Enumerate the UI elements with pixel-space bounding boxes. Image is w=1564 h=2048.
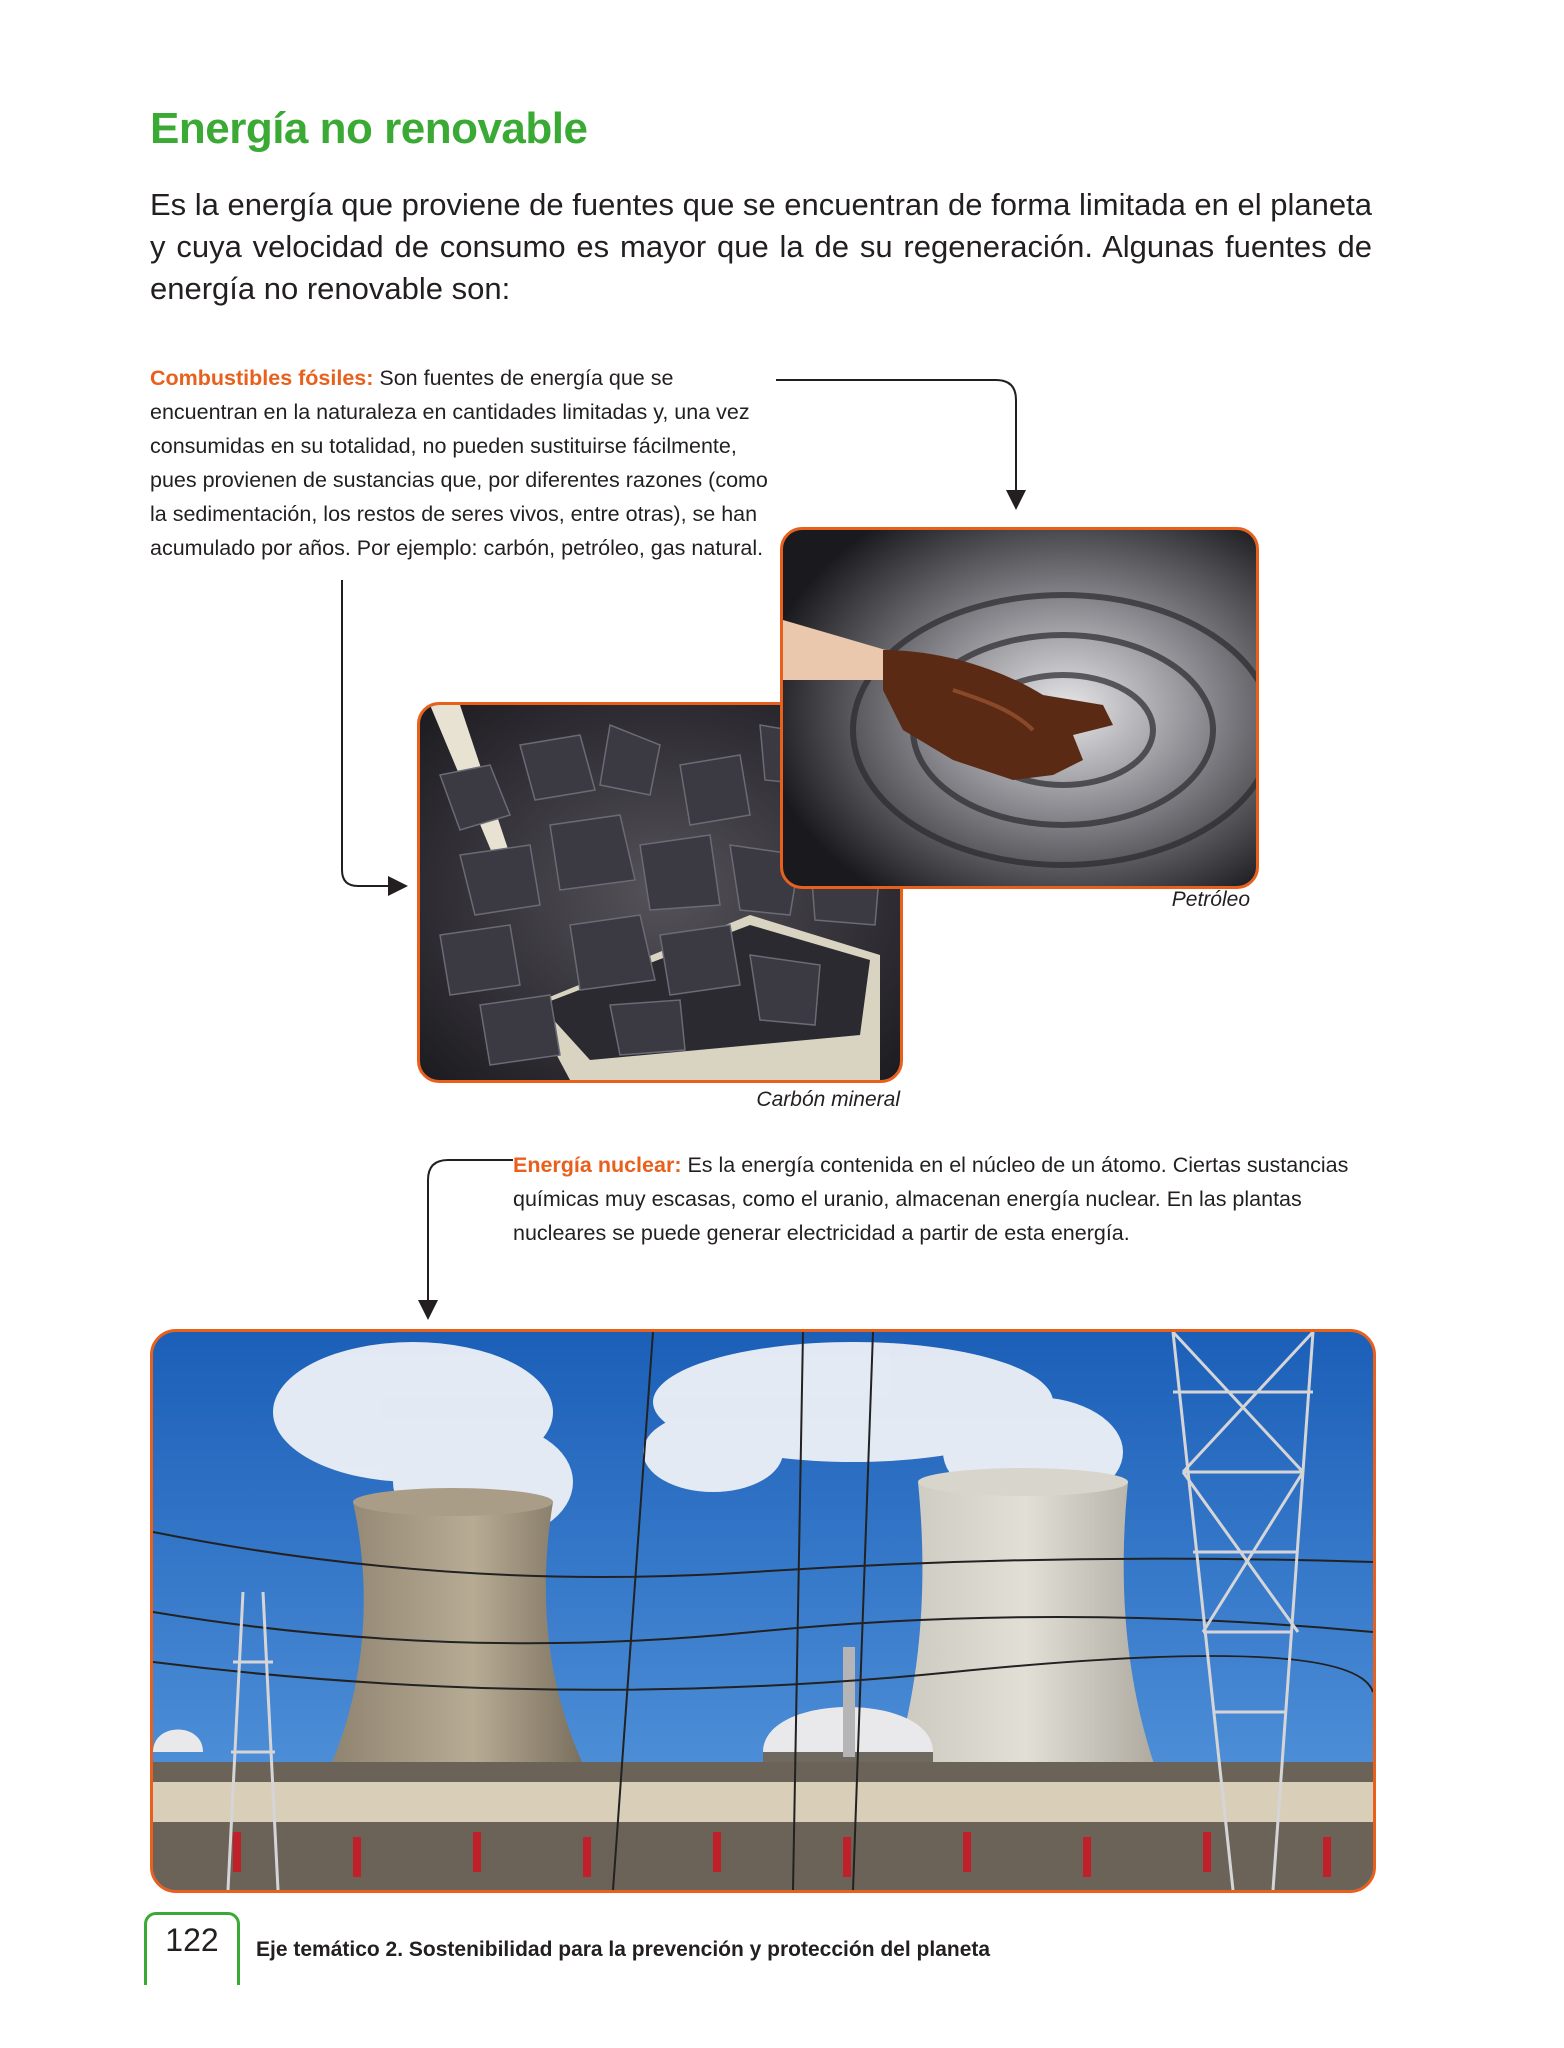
arrow-to-oil [776,380,1016,500]
coal-caption: Carbón mineral [756,1088,900,1111]
page-title: Energía no renovable [150,104,588,153]
nuclear-energy-text: Es la energía contenida en el núcleo de un átomo. Ciertas sustancias químicas muy escasas, como el uranio, almacenan energía nuclear. En las plantas nucleares se puede generar electricidad a partir de esta energía. [513,1153,1349,1245]
footer-chapter-title: Eje temático 2. Sostenibilidad para la prevención y protección del planeta [256,1938,991,1961]
nuclear-energy-term: Energía nuclear: [513,1153,682,1177]
oil-photo [780,527,1259,889]
arrow-to-plant [428,1160,513,1310]
nuclear-energy-paragraph [513,1148,1383,1250]
nuclear-plant-photo [150,1329,1376,1893]
intro-paragraph: Es la energía que proviene de fuentes que se encuentran de forma limitada en el planeta y cuya velocidad de consumo es mayor que la de su regeneración. Algunas fuentes de energía no renovable son: [150,187,1372,306]
fossil-fuels-term: Combustibles fósiles: [150,366,374,390]
oil-caption: Petróleo [1171,888,1250,911]
arrow-to-coal [342,580,398,886]
fossil-fuels-paragraph [150,361,775,565]
fossil-fuels-text: Son fuentes de energía que se encuentran en la naturaleza en cantidades limitadas y, una vez consumidas en su totalidad, no pueden sustituirse fácilmente, pues provienen de sustancias que, por diferentes razones (como la sedimentación, los restos de seres vivos, entre otras), se han acumulado por años. Por ejemplo: carbón, petróleo, gas natural. [150,366,768,560]
page-number: 122 [165,1922,219,1958]
